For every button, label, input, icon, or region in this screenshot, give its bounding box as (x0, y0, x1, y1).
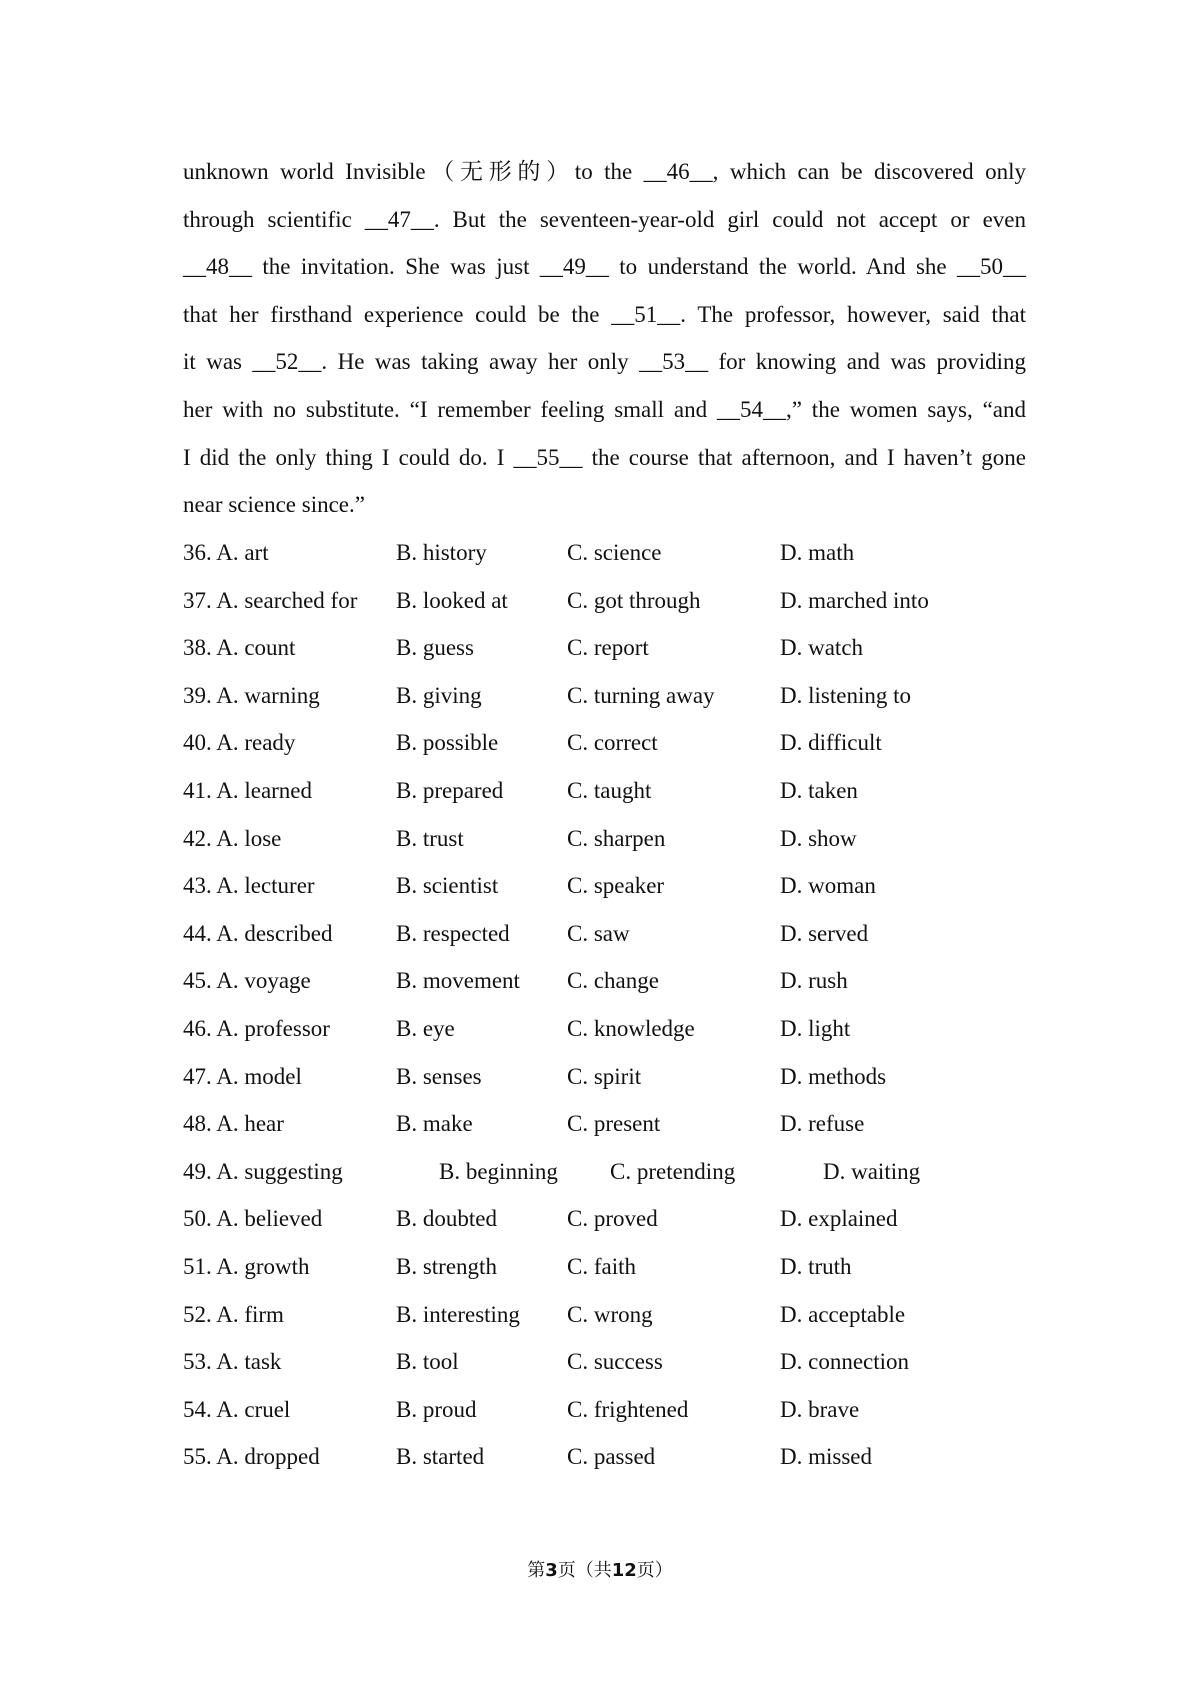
option-c: C. passed (567, 1444, 656, 1470)
option-a: 49. A. suggesting (183, 1158, 343, 1184)
question-row (183, 577, 1026, 625)
option-c: C. present (567, 1111, 661, 1137)
option-d: D. rush (780, 968, 848, 994)
option-b: B. scientist (396, 873, 499, 899)
question-row (183, 672, 1026, 720)
option-b: B. interesting (396, 1301, 520, 1327)
option-a: 46. A. professor (183, 1015, 330, 1041)
passage-line: unknown world Invisible（无形的）to the __46__, which can be discovered only (183, 159, 1026, 184)
option-d: D. refuse (780, 1111, 865, 1137)
option-b: B. history (396, 540, 487, 565)
option-a: 43. A. lecturer (183, 873, 315, 899)
option-b: B. senses (396, 1063, 482, 1089)
question-row (183, 1053, 1026, 1101)
option-c: C. got through (567, 587, 701, 613)
option-a: 41. A. learned (183, 777, 313, 803)
option-b: B. doubted (396, 1206, 497, 1232)
option-b: B. beginning (439, 1158, 558, 1184)
option-c: C. turning away (567, 682, 715, 708)
option-a: 36. A. art (183, 540, 269, 565)
option-c: C. change (567, 968, 659, 994)
passage-line: it was __52__. He was taking away her only __53__ for knowing and was providing (183, 349, 1026, 375)
option-d: D. connection (780, 1349, 910, 1375)
option-d: D. marched into (780, 587, 929, 613)
question-row (183, 767, 1026, 815)
option-c: C. sharpen (567, 825, 666, 851)
question-row (183, 1433, 1026, 1481)
option-b: B. movement (396, 968, 520, 994)
question-row (183, 910, 1026, 958)
passage-line: through scientific __47__. But the seventeen-year-old girl could not accept or even (183, 206, 1026, 232)
option-b: B. strength (396, 1253, 497, 1279)
option-d: D. waiting (823, 1158, 921, 1184)
option-d: D. woman (780, 873, 876, 899)
option-c: C. speaker (567, 873, 665, 899)
option-d: D. show (780, 825, 857, 851)
passage-line: her with no substitute. “I remember feeling small and __54__,” the women says, “and (183, 396, 1026, 422)
answer-options-list (183, 529, 1026, 1481)
option-c: C. report (567, 635, 649, 661)
option-a: 37. A. searched for (183, 587, 358, 613)
option-b: B. looked at (396, 587, 508, 613)
passage-line: I did the only thing I could do. I __55__ the course that afternoon, and I haven’t gone (183, 444, 1026, 470)
option-d: D. light (780, 1015, 851, 1041)
option-a: 40. A. ready (183, 730, 296, 756)
option-b: B. giving (396, 682, 482, 708)
option-d: D. explained (780, 1206, 898, 1232)
question-row (183, 719, 1026, 767)
option-a: 44. A. described (183, 920, 333, 946)
option-d: D. brave (780, 1396, 860, 1422)
option-b: B. guess (396, 635, 474, 661)
option-d: D. missed (780, 1444, 872, 1470)
option-a: 48. A. hear (183, 1111, 284, 1137)
question-row (183, 1291, 1026, 1339)
option-d: D. watch (780, 635, 864, 661)
option-c: C. saw (567, 920, 630, 946)
current-page-number: 3 (545, 1560, 558, 1581)
option-a: 53. A. task (183, 1349, 282, 1375)
footer-middle: 页（共 (557, 1560, 612, 1581)
option-c: C. wrong (567, 1301, 653, 1327)
option-c: C. success (567, 1349, 663, 1375)
option-d: D. math (780, 540, 855, 565)
option-b: B. prepared (396, 777, 504, 803)
option-c: C. spirit (567, 1063, 642, 1089)
option-b: B. started (396, 1444, 485, 1470)
option-b: B. respected (396, 920, 510, 946)
option-c: C. science (567, 540, 662, 565)
option-b: B. make (396, 1111, 473, 1137)
question-row (183, 957, 1026, 1005)
option-a: 54. A. cruel (183, 1396, 291, 1422)
option-d: D. listening to (780, 682, 911, 708)
question-row (183, 862, 1026, 910)
option-c: C. proved (567, 1206, 658, 1232)
question-row (183, 1386, 1026, 1434)
option-a: 38. A. count (183, 635, 296, 661)
question-row (183, 1100, 1026, 1148)
option-a: 45. A. voyage (183, 968, 311, 994)
option-a: 51. A. growth (183, 1253, 310, 1279)
question-row (183, 1195, 1026, 1243)
option-c: C. correct (567, 730, 658, 756)
option-c: C. frightened (567, 1396, 689, 1422)
passage-line: __48__ the invitation. She was just __49__ to understand the world. And she __50__ (183, 254, 1026, 280)
option-a: 50. A. believed (183, 1206, 323, 1232)
question-row (183, 529, 1026, 577)
option-b: B. trust (396, 825, 464, 851)
option-a: 39. A. warning (183, 682, 320, 708)
option-c: C. taught (567, 777, 652, 803)
option-d: D. acceptable (780, 1301, 906, 1327)
option-a: 47. A. model (183, 1063, 302, 1089)
question-row (183, 624, 1026, 672)
option-b: B. possible (396, 730, 499, 756)
question-row (183, 1148, 1026, 1196)
question-row (183, 1005, 1026, 1053)
option-a: 55. A. dropped (183, 1444, 320, 1470)
option-c: C. faith (567, 1253, 636, 1279)
option-d: D. taken (780, 777, 858, 803)
option-c: C. pretending (610, 1158, 736, 1184)
option-b: B. tool (396, 1349, 459, 1375)
option-d: D. difficult (780, 730, 882, 756)
cloze-passage (183, 148, 1026, 529)
passage-line: that her firsthand experience could be the __51__. The professor, however, said that (183, 301, 1026, 327)
question-row (183, 1338, 1026, 1386)
footer-prefix: 第 (527, 1560, 546, 1581)
option-a: 52. A. firm (183, 1301, 284, 1327)
option-b: B. proud (396, 1396, 477, 1422)
question-row (183, 815, 1026, 863)
total-pages-number: 12 (611, 1560, 637, 1581)
footer-suffix: 页） (636, 1560, 673, 1581)
page-footer (0, 1556, 1200, 1582)
passage-line: near science since.” (183, 492, 365, 518)
option-d: D. methods (780, 1063, 887, 1089)
option-c: C. knowledge (567, 1015, 695, 1041)
option-d: D. served (780, 920, 869, 946)
question-row (183, 1243, 1026, 1291)
option-d: D. truth (780, 1253, 852, 1279)
option-b: B. eye (396, 1015, 455, 1041)
option-a: 42. A. lose (183, 825, 282, 851)
